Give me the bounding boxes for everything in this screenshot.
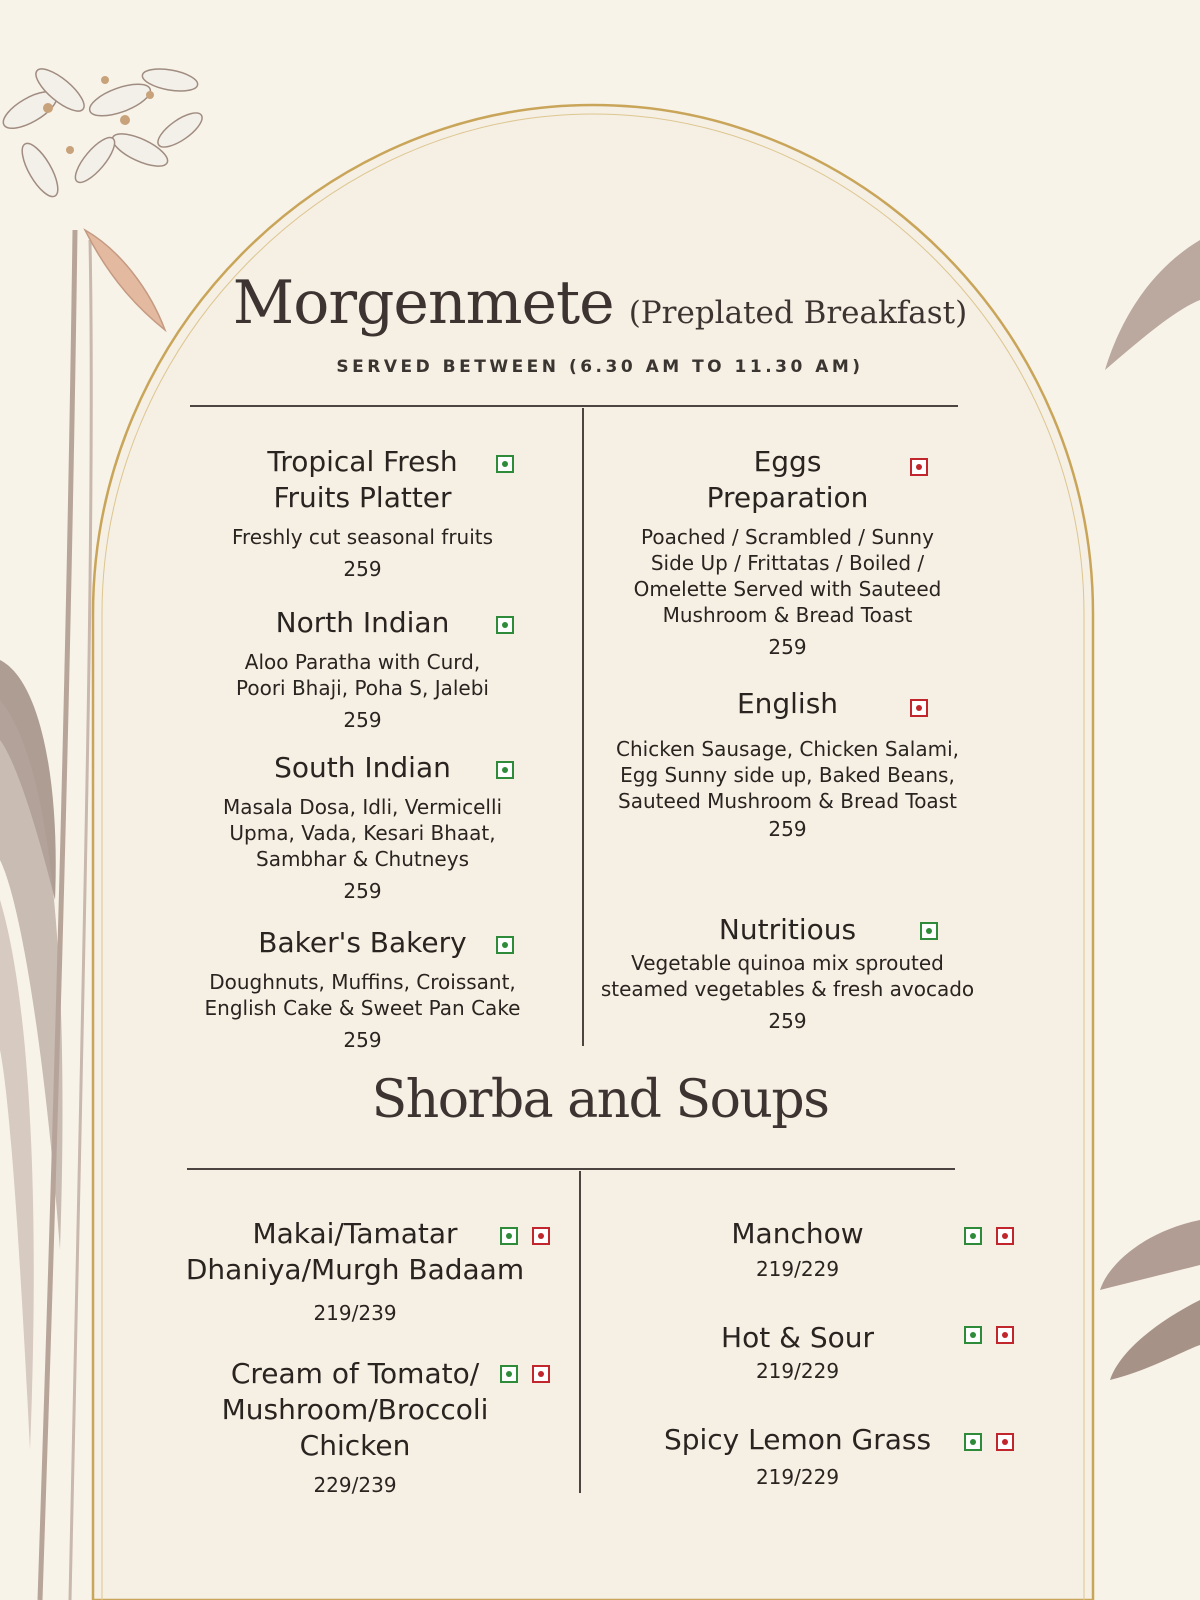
- veg-icon: [496, 761, 514, 779]
- item-name: North Indian: [275, 606, 450, 639]
- serving-hours: SERVED BETWEEN (6.30 AM TO 11.30 AM): [336, 357, 864, 377]
- item-name: Preparation: [706, 481, 869, 514]
- item-name: Dhaniya/Murgh Badaam: [185, 1253, 525, 1286]
- non-veg-icon: [532, 1227, 550, 1245]
- divider: [190, 405, 958, 407]
- non-veg-icon: [910, 458, 928, 476]
- item-price: 219/229: [755, 1257, 840, 1281]
- section-title-soups: Shorba and Soups: [371, 1070, 829, 1130]
- item-description: Aloo Paratha with Curd,: [244, 650, 481, 674]
- item-price: 259: [343, 879, 382, 903]
- non-veg-icon: [996, 1433, 1014, 1451]
- menu-item: [600, 1216, 995, 1282]
- item-description: Sambhar & Chutneys: [256, 847, 469, 871]
- item-description: Mushroom & Bread Toast: [662, 603, 913, 627]
- menu-item: [180, 750, 545, 904]
- non-veg-icon: [996, 1326, 1014, 1344]
- menu-title-row: [0, 268, 1200, 338]
- item-price: 259: [343, 1028, 382, 1052]
- item-name: Fruits Platter: [273, 481, 452, 514]
- page-subtitle: (Preplated Breakfast): [628, 295, 968, 331]
- menu-item: [180, 444, 545, 582]
- item-description: Upma, Vada, Kesari Bhaat,: [229, 821, 496, 845]
- item-name: Makai/Tamatar: [252, 1217, 458, 1250]
- item-description: Egg Sunny side up, Baked Beans,: [620, 763, 955, 787]
- veg-icon: [496, 455, 514, 473]
- non-veg-icon: [910, 699, 928, 717]
- item-price: 259: [768, 635, 807, 659]
- veg-icon: [496, 936, 514, 954]
- veg-icon: [920, 922, 938, 940]
- item-description: Vegetable quinoa mix sprouted: [631, 951, 944, 975]
- item-name: English: [736, 687, 839, 720]
- veg-icon: [964, 1433, 982, 1451]
- item-name: Tropical Fresh: [267, 445, 458, 478]
- item-description: English Cake & Sweet Pan Cake: [204, 996, 521, 1020]
- menu-item: [600, 1422, 995, 1490]
- item-description: steamed vegetables & fresh avocado: [600, 977, 975, 1001]
- menu-item: [600, 1320, 995, 1384]
- item-price: 219/229: [755, 1359, 840, 1383]
- item-name: Nutritious: [718, 913, 857, 946]
- item-price: 259: [343, 557, 382, 581]
- veg-icon: [500, 1365, 518, 1383]
- item-price: 229/239: [313, 1473, 397, 1497]
- item-description: Chicken Sausage, Chicken Salami,: [616, 737, 959, 761]
- item-price: 219/229: [755, 1465, 840, 1489]
- item-name: Spicy Lemon Grass: [663, 1423, 932, 1456]
- item-name: Eggs: [753, 445, 822, 478]
- item-description: Omelette Served with Sauteed: [633, 577, 942, 601]
- item-name: South Indian: [274, 751, 451, 784]
- item-name: Hot & Sour: [721, 1321, 874, 1354]
- menu-item: [180, 605, 545, 733]
- menu-item: [160, 1216, 550, 1326]
- column-divider: [579, 1171, 581, 1493]
- item-description: Side Up / Frittatas / Boiled /: [650, 551, 925, 575]
- item-name: Manchow: [731, 1217, 864, 1250]
- item-description: Sauteed Mushroom & Bread Toast: [618, 789, 957, 813]
- item-name: Chicken: [299, 1429, 411, 1462]
- item-name: Mushroom/Broccoli: [221, 1393, 489, 1426]
- menu-item: [160, 1356, 550, 1498]
- veg-icon: [964, 1326, 982, 1344]
- item-name: Cream of Tomato/: [230, 1357, 480, 1390]
- veg-icon: [964, 1227, 982, 1245]
- item-price: 259: [768, 1009, 807, 1033]
- item-description: Masala Dosa, Idli, Vermicelli: [222, 795, 503, 819]
- non-veg-icon: [532, 1365, 550, 1383]
- menu-item: [180, 925, 545, 1053]
- item-description: Doughnuts, Muffins, Croissant,: [209, 970, 516, 994]
- item-description: Poori Bhaji, Poha S, Jalebi: [236, 676, 489, 700]
- veg-icon: [496, 616, 514, 634]
- non-veg-icon: [996, 1227, 1014, 1245]
- menu-item: [590, 444, 985, 660]
- item-name: Baker's Bakery: [258, 926, 467, 959]
- item-description: Freshly cut seasonal fruits: [231, 525, 494, 549]
- item-price: 219/239: [313, 1301, 397, 1325]
- item-price: 259: [768, 817, 807, 841]
- column-divider: [582, 408, 584, 1046]
- page-title: Morgenmete: [232, 268, 614, 338]
- veg-icon: [500, 1227, 518, 1245]
- item-description: Poached / Scrambled / Sunny: [641, 525, 934, 549]
- item-price: 259: [343, 708, 382, 732]
- divider: [187, 1168, 955, 1170]
